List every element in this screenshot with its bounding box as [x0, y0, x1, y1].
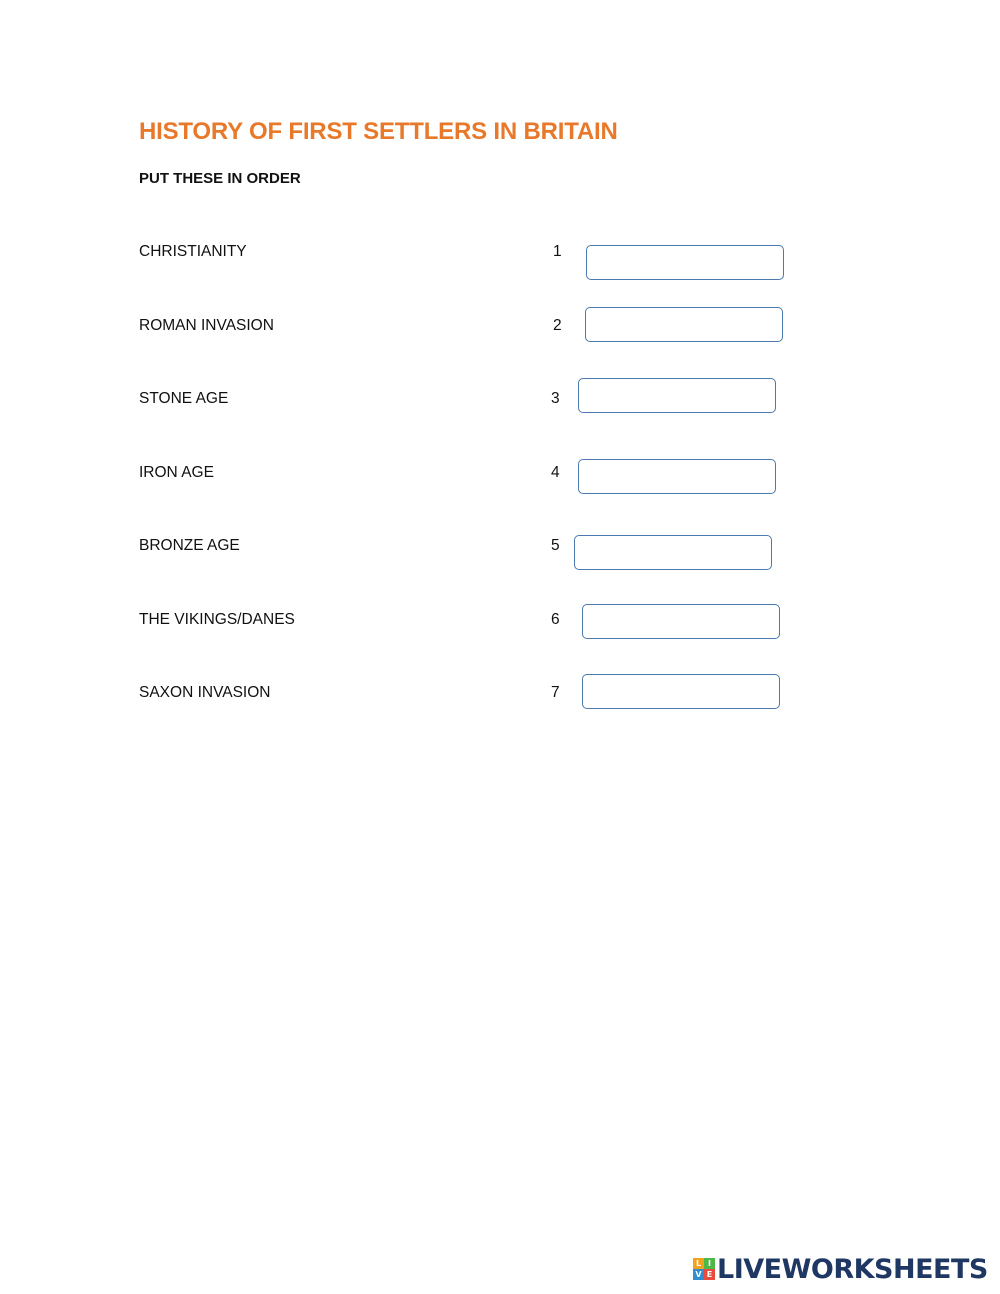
- logo-letter-tile: E: [704, 1269, 715, 1280]
- logo-letter-tile: V: [693, 1269, 704, 1280]
- logo-letter-tile: L: [693, 1258, 704, 1269]
- item-label-iron-age: IRON AGE: [139, 464, 214, 481]
- answer-box-4[interactable]: [578, 459, 776, 494]
- item-label-saxon-invasion: SAXON INVASION: [139, 684, 271, 701]
- liveworksheets-wordmark: LIVEWORKSHEETS: [717, 1253, 988, 1285]
- logo-letter-tile: I: [704, 1258, 715, 1269]
- instruction-text: PUT THESE IN ORDER: [139, 170, 301, 187]
- answer-box-5[interactable]: [574, 535, 772, 570]
- answer-box-2[interactable]: [585, 307, 783, 342]
- answer-box-7[interactable]: [582, 674, 780, 709]
- item-number: 1: [553, 243, 562, 260]
- item-number: 2: [553, 317, 562, 334]
- item-label-roman-invasion: ROMAN INVASION: [139, 317, 274, 334]
- item-label-bronze-age: BRONZE AGE: [139, 537, 240, 554]
- item-number: 6: [551, 611, 560, 628]
- liveworksheets-logo-icon: [693, 1258, 715, 1280]
- answer-box-1[interactable]: [586, 245, 784, 280]
- answer-box-3[interactable]: [578, 378, 776, 413]
- item-number: 5: [551, 537, 560, 554]
- item-label-stone-age: STONE AGE: [139, 390, 229, 407]
- item-label-vikings-danes: THE VIKINGS/DANES: [139, 611, 295, 628]
- answer-box-6[interactable]: [582, 604, 780, 639]
- item-label-christianity: CHRISTIANITY: [139, 243, 247, 260]
- item-number: 4: [551, 464, 560, 481]
- page-title: HISTORY OF FIRST SETTLERS IN BRITAIN: [139, 118, 618, 145]
- item-number: 7: [551, 684, 560, 701]
- liveworksheets-logo: [693, 1255, 988, 1283]
- item-number: 3: [551, 390, 560, 407]
